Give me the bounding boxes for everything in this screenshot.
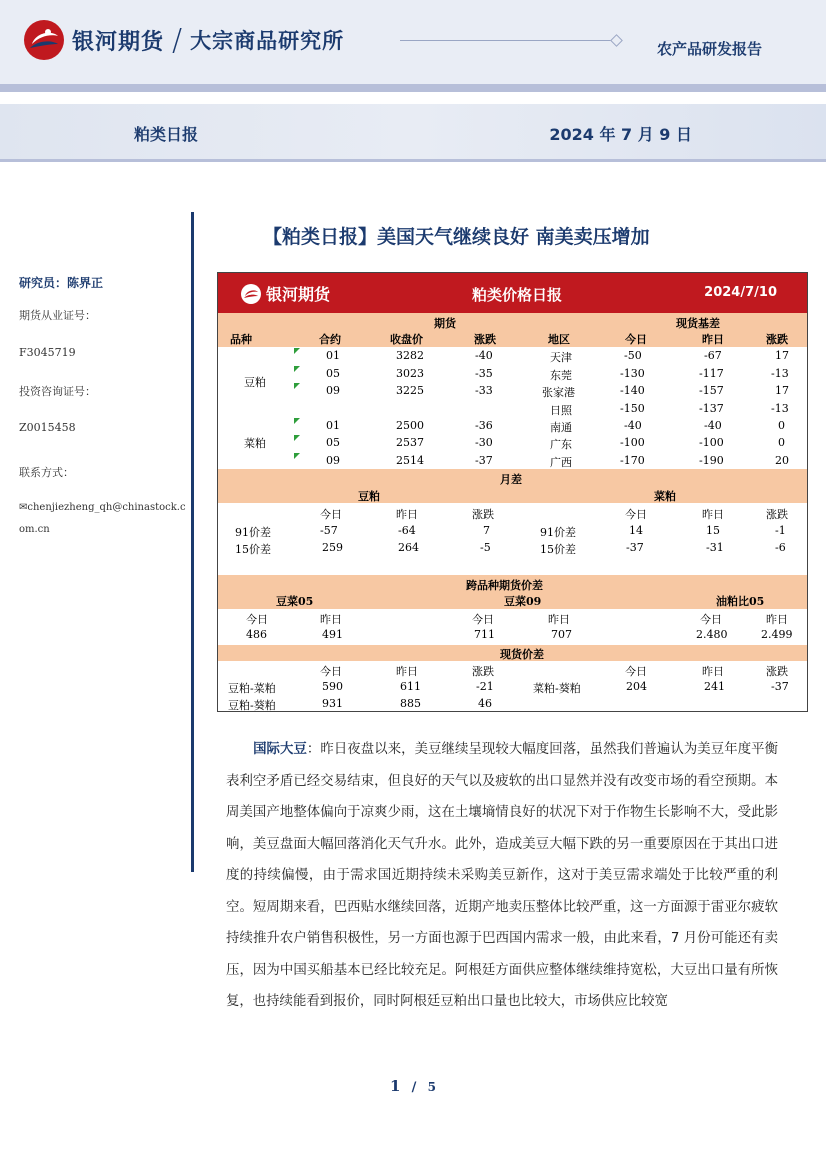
table-title: 粕类价格日报 [472,286,563,304]
sub-header: 今日 [625,665,647,678]
col-variety: 品种 [230,333,252,346]
cell: -13 [771,402,789,415]
table-logo [240,282,330,305]
sub-header: 今日 [246,613,268,626]
brand-name: 银河期货 [72,29,165,55]
cross-group-title: 油粕比05 [716,595,765,608]
cross-group-title: 豆菜09 [504,595,542,608]
cell: -157 [699,384,724,397]
cell: -190 [699,454,724,467]
header-rule [400,40,612,41]
cell: -36 [475,419,493,432]
cell: -137 [699,402,724,415]
cell: -50 [624,349,642,362]
cell: 241 [704,680,725,693]
cell: 20 [775,454,789,467]
cell: -57 [320,524,338,537]
cell: 486 [246,628,267,641]
cell: -64 [398,524,416,537]
page-number [0,1077,826,1095]
cell: 3225 [396,384,424,397]
cell: 46 [478,697,492,710]
sub-header: 涨跌 [472,665,494,678]
spread-label: 豆粕-葵粕 [228,699,276,712]
cell: 2.480 [696,628,728,641]
header-stripe [0,84,826,92]
cross-group-title: 豆菜05 [276,595,314,608]
monthly-header: 月差 [500,473,522,486]
institute-name: 大宗商品研究所 [190,29,345,53]
variety-label: 菜粕 [244,437,266,450]
spot-region: 广东 [550,438,572,451]
brand-divider: / [172,22,183,58]
sub-header: 昨日 [396,508,418,521]
report-title: 【粕类日报】美国天气继续良好 南美卖压增加 [263,226,650,248]
band-date: 2024 年 7 月 9 日 [549,125,692,144]
price-table [217,272,808,712]
col-today: 今日 [625,333,647,346]
cell: 3023 [396,367,424,380]
cell: 14 [629,524,643,537]
cell: -35 [475,367,493,380]
monthly-left-title: 豆粕 [358,490,380,503]
spot-region: 日照 [550,404,572,417]
cell: 2500 [396,419,424,432]
email-line-1[interactable]: ✉chenjiezheng_qh@chinastock.c [19,502,186,513]
cell: 931 [322,697,343,710]
cell: -130 [620,367,645,380]
cell: -100 [699,436,724,449]
cell: -170 [620,454,645,467]
header-diamond-icon [610,34,623,47]
cell: -31 [706,541,724,554]
cell: -150 [620,402,645,415]
sub-header: 涨跌 [766,508,788,521]
email-line-2: om.cn [19,524,50,535]
analysis-paragraph [226,734,778,1018]
cell: 7 [483,524,490,537]
cell: -21 [476,680,494,693]
sub-header: 昨日 [548,613,570,626]
cell: 01 [326,349,340,362]
col-region: 地区 [548,333,570,346]
cell: -37 [475,454,493,467]
brand-logo [22,18,344,62]
researcher: 研究员：陈界正 [19,276,104,290]
flag-icon [294,366,300,372]
col-yesterday: 昨日 [702,333,724,346]
cell: 2.499 [761,628,793,641]
cell: -6 [775,541,786,554]
sub-header: 昨日 [702,665,724,678]
spread-label: 15价差 [235,543,271,556]
cell: -33 [475,384,493,397]
cell: 0 [778,419,785,432]
page-separator: / [411,1080,417,1095]
cell: -13 [771,367,789,380]
cell: -40 [624,419,642,432]
total-pages: 5 [427,1080,436,1094]
table-date: 2024/7/10 [704,285,777,300]
spot-region: 广西 [550,456,572,469]
cell: 264 [398,541,419,554]
cell: 17 [775,349,789,362]
sub-header: 昨日 [320,613,342,626]
mail-icon: ✉ [19,502,28,513]
sub-header: 今日 [320,508,342,521]
spot-spread-header: 现货价差 [500,648,544,661]
sub-header: 今日 [320,665,342,678]
cell: 590 [322,680,343,693]
band-title: 粕类日报 [134,125,199,144]
title-band [0,104,826,162]
cell: 09 [326,384,340,397]
spot-region: 东莞 [550,369,572,382]
cell: 05 [326,436,340,449]
spread-label: 菜粕-葵粕 [533,682,581,695]
sub-header: 今日 [700,613,722,626]
license-number: F3045719 [19,346,76,359]
cell: 17 [775,384,789,397]
cell: -67 [704,349,722,362]
col-chg: 涨跌 [474,333,496,346]
sub-header: 今日 [625,508,647,521]
cell: 885 [400,697,421,710]
col-contract: 合约 [319,333,341,346]
cell: 491 [322,628,343,641]
spot-region: 南通 [550,421,572,434]
cell: -40 [704,419,722,432]
spot-region: 天津 [550,351,572,364]
table-header [218,273,807,313]
cell: 3282 [396,349,424,362]
monthly-right-title: 菜粕 [654,490,676,503]
variety-label: 豆粕 [244,376,266,389]
consult-label: 投资咨询证号： [19,385,96,398]
cell: 2514 [396,454,424,467]
spread-label: 豆粕-菜粕 [228,682,276,695]
report-type: 农产品研发报告 [656,40,762,58]
flag-icon [294,348,300,354]
cell: -30 [475,436,493,449]
cell: 711 [474,628,495,641]
sub-header: 昨日 [766,613,788,626]
galaxy-logo-icon [240,283,262,305]
futures-header: 期货 [434,317,456,330]
cell: 2537 [396,436,424,449]
cell: 09 [326,454,340,467]
cell: 05 [326,367,340,380]
sub-header: 昨日 [396,665,418,678]
cell: -117 [699,367,724,380]
galaxy-logo-icon [22,18,66,62]
spread-label: 91价差 [540,526,576,539]
table-brand: 银河期货 [266,285,331,304]
cell: 611 [400,680,421,693]
cell: 0 [778,436,785,449]
cross-header: 跨品种期货价差 [466,579,543,592]
current-page: 1 [389,1077,401,1095]
sub-header: 涨跌 [472,508,494,521]
flag-icon [294,383,300,389]
sub-header: 今日 [472,613,494,626]
paragraph-text: ：昨日夜盘以来，美豆继续呈现较大幅度回落，虽然我们普遍认为美豆年度平衡表利空矛盾已经交易结束，但良好的天气以及疲软的出口显然并没有改变市场的看空预期。本周美国产地整体偏向于凉爽少雨，这在土壤墒情良好的状况下对于作物生长影响不大，受此影响，美豆盘面大幅回落消化天气升水。此外，造成美豆大幅下跌的另一重要原因在于其出口进度的持续偏慢，由于需求国近期持续未采购美豆新作，这对于美豆需求端处于比较严重的利空。短周期来看，巴西贴水继续回落，近期产地卖压整体比较严重，这一方面源于雷亚尔疲软持续推升农户销售积极性，另一方面也源于巴西国内需求一般，由此来看，7 月份可能还有卖压，因为中国买船基本已经比较充足。阿根廷方面供应整体继续维持宽松，大豆出口量有所恢复，也持续能看到报价，同时阿根廷豆粕出口量也比较大，市场供应比较宽 [226,742,779,1009]
cell: -37 [771,680,789,693]
cell: -1 [775,524,786,537]
page-header [0,0,826,84]
cell: -40 [475,349,493,362]
cell: -5 [480,541,491,554]
cell: 707 [551,628,572,641]
sub-header: 昨日 [702,508,724,521]
consult-number: Z0015458 [19,421,76,434]
spot-region: 张家港 [542,386,575,399]
spread-label: 91价差 [235,526,271,539]
cell: 204 [626,680,647,693]
license-label: 期货从业证号： [19,309,96,322]
sidebar-divider [191,212,194,872]
contact-label: 联系方式： [19,466,74,479]
flag-icon [294,453,300,459]
cell: -100 [620,436,645,449]
spread-label: 15价差 [540,543,576,556]
sub-header: 涨跌 [766,665,788,678]
flag-icon [294,435,300,441]
col-change: 涨跌 [766,333,788,346]
cell: -140 [620,384,645,397]
cell: -37 [626,541,644,554]
cell: 01 [326,419,340,432]
flag-icon [294,418,300,424]
cell: 259 [322,541,343,554]
spot-header: 现货基差 [676,317,720,330]
cell: 15 [706,524,720,537]
col-close: 收盘价 [390,333,423,346]
paragraph-lead: 国际大豆 [253,742,307,757]
